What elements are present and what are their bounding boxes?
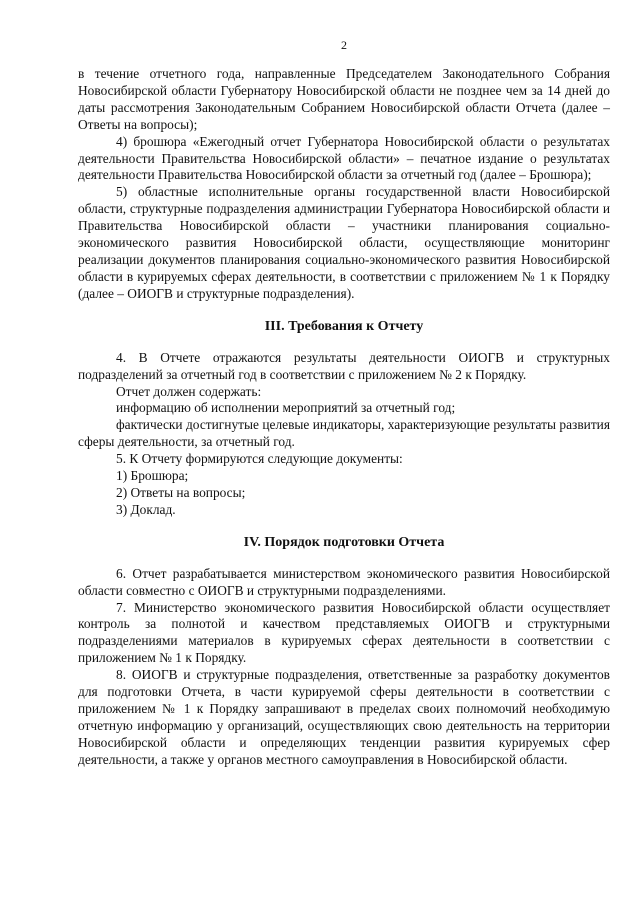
- paragraph-point-7: 7. Министерство экономического развития Новосибирской области осуществляет контроль за полнотой и качеством представляемых ОИОГВ и структурными подразделениями материалов в курируемых сферах деятельности в соответствии с приложением № 1 к Порядку.: [78, 599, 610, 666]
- list-item-report: 3) Доклад.: [116, 501, 176, 517]
- list-item-brochure: 1) Брошюра;: [116, 468, 189, 484]
- paragraph-report-contents: Отчет должен содержать:: [116, 383, 262, 399]
- paragraph-point-5: 5. К Отчету формируются следующие документы:: [116, 451, 403, 467]
- paragraph-point-8: 8. ОИОГВ и структурные подразделения, ответственные за разработку документов для подготовки Отчета, в части курируемой сферы деятельности в соответствии с приложением № 1 к Порядку запрашивают в пределах своих полномочий необходимую отчетную информацию у организаций, осуществляющих свою деятельность на территории Новосибирской области и определяющих тенденции развития курируемых сфер деятельности, а также у органов местного самоуправления в Новосибирской области.: [78, 667, 610, 767]
- paragraph-item-4-brochure: 4) брошюра «Ежегодный отчет Губернатора Новосибирской области о результатах деятельности Правительства Новосибирской области» – печатное издание о результатах деятельности Правительства Новосибирской области за отчетный год (далее – Брошюра);: [78, 133, 610, 183]
- paragraph-point-6: 6. Отчет разрабатывается министерством экономического развития Новосибирской области совместно с ОИОГВ и структурными подразделениями.: [78, 565, 610, 598]
- document-page: [78, 38, 610, 769]
- list-item-answers: 2) Ответы на вопросы;: [116, 484, 246, 500]
- section-heading-iv: IV. Порядок подготовки Отчета: [243, 534, 445, 550]
- section-heading-iii: III. Требования к Отчету: [264, 318, 424, 334]
- paragraph-point-4: 4. В Отчете отражаются результаты деятельности ОИОГВ и структурных подразделений за отчетный год в соответствии с приложением № 2 к Порядку.: [78, 349, 610, 382]
- paragraph-target-indicators: фактически достигнутые целевые индикаторы, характеризующие результаты развития сферы деятельности, за отчетный год.: [78, 417, 610, 450]
- paragraph-item-5-oiogv: 5) областные исполнительные органы государственной власти Новосибирской области, структурные подразделения администрации Губернатора Новосибирской области и Правительства Новосибирской области – участники планирования социально-экономического развития Новосибирской области, осуществляющие мониторинг реализации документов планирования социально-экономического развития Новосибирской области в курируемых сферах деятельности, в соответствии с приложением № 1 к Порядку (далее – ОИОГВ и структурные подразделения).: [78, 184, 610, 301]
- paragraph-activities-info: информацию об исполнении мероприятий за отчетный год;: [116, 400, 456, 416]
- page-number: 2: [341, 38, 347, 52]
- paragraph-continuation: в течение отчетного года, направленные Председателем Законодательного Собрания Новосибирской области Губернатору Новосибирской области не позднее чем за 14 дней до даты рассмотрения Законодательным Собранием Новосибирской области Отчета (далее – Ответы на вопросы);: [78, 66, 610, 132]
